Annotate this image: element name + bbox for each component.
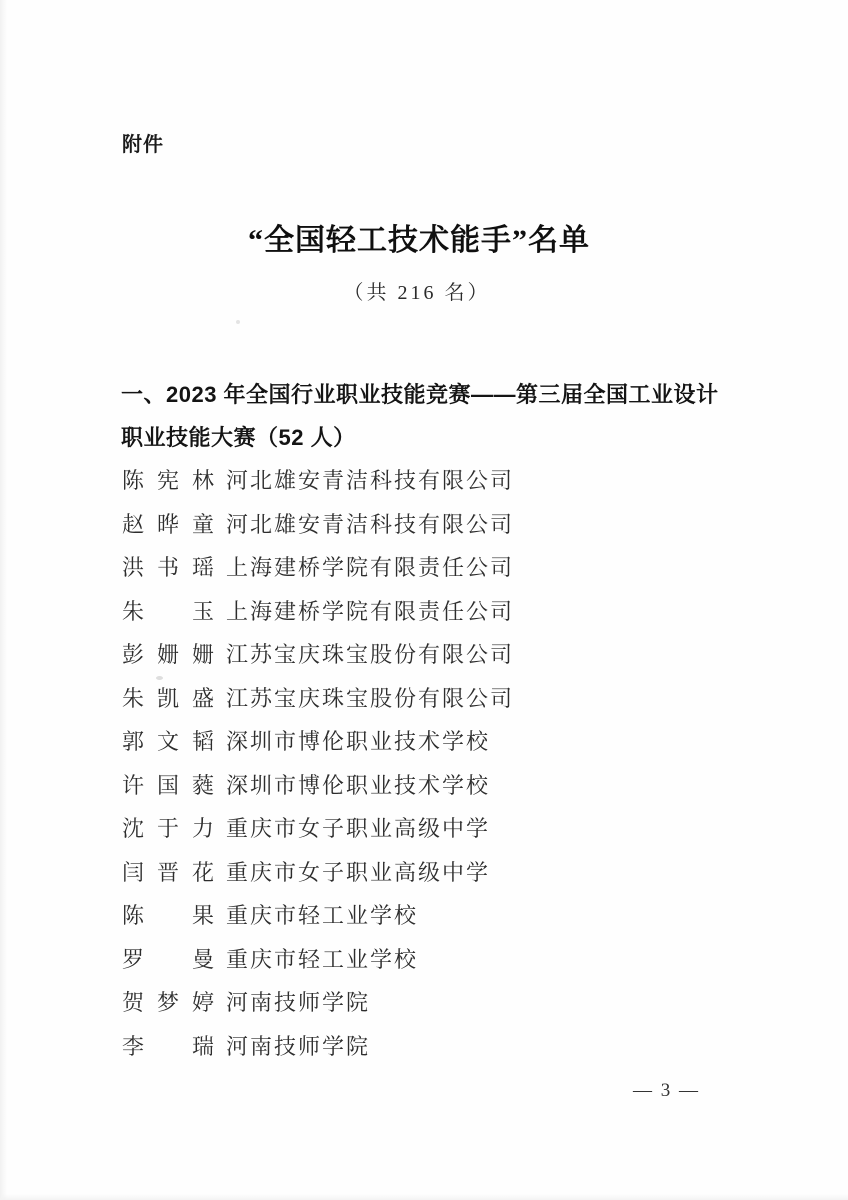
person-name: 陈宪林 <box>122 468 214 493</box>
list-item <box>122 894 742 938</box>
person-name: 朱玉 <box>122 598 214 624</box>
organization-name: 河南技师学院 <box>226 990 371 1015</box>
scan-edge-bottom <box>0 1194 848 1200</box>
list-item <box>122 503 742 547</box>
person-name: 陈果 <box>122 903 214 928</box>
list-item <box>122 1025 742 1069</box>
list-item <box>122 677 742 721</box>
attachment-label: 附件 <box>122 134 164 156</box>
organization-name: 河南技师学院 <box>226 1033 371 1059</box>
person-name: 许国蕤 <box>122 772 214 798</box>
person-name: 彭姗姗 <box>122 642 214 667</box>
list-item <box>122 764 742 808</box>
list-item <box>122 459 742 503</box>
document-title: “全国轻工技术能手”名单 <box>248 224 590 257</box>
list-item <box>122 807 742 851</box>
person-name: 贺梦婷 <box>122 990 214 1015</box>
page-number: — 3 — <box>633 1080 700 1101</box>
organization-name: 重庆市轻工业学校 <box>226 903 419 928</box>
person-name: 闫晋花 <box>122 859 214 885</box>
list-item <box>122 938 742 982</box>
document-subtitle: （共 216 名） <box>343 282 491 304</box>
organization-name: 重庆市轻工业学校 <box>226 946 419 972</box>
scan-speck <box>236 320 240 324</box>
list-item <box>122 981 742 1025</box>
organization-name: 江苏宝庆珠宝股份有限公司 <box>226 685 515 711</box>
person-name: 李瑞 <box>122 1033 214 1059</box>
list-item <box>122 633 742 677</box>
person-name: 郭文韬 <box>122 729 214 754</box>
organization-name: 深圳市博伦职业技术学校 <box>226 729 491 754</box>
section-heading-line1: 一、2023 年全国行业职业技能竞赛——第三届全国工业设计 <box>121 382 719 407</box>
organization-name: 重庆市女子职业高级中学 <box>226 859 491 885</box>
list-item <box>122 590 742 634</box>
organization-name: 上海建桥学院有限责任公司 <box>226 598 515 624</box>
list-item <box>122 851 742 895</box>
person-name: 罗曼 <box>122 946 214 972</box>
person-name: 洪书瑶 <box>122 555 214 580</box>
list-item <box>122 546 742 590</box>
organization-name: 河北雄安青洁科技有限公司 <box>226 468 515 493</box>
person-name: 朱凯盛 <box>122 685 214 711</box>
section-heading <box>121 373 741 459</box>
scan-edge-left <box>0 0 7 1200</box>
organization-name: 上海建桥学院有限责任公司 <box>226 555 515 580</box>
list-item <box>122 720 742 764</box>
organization-name: 河北雄安青洁科技有限公司 <box>226 511 515 537</box>
person-name: 赵晔童 <box>122 511 214 537</box>
roster-list <box>122 459 742 1068</box>
organization-name: 重庆市女子职业高级中学 <box>226 816 491 841</box>
section-heading-line2: 职业技能大赛（52 人） <box>121 425 356 450</box>
organization-name: 深圳市博伦职业技术学校 <box>226 772 491 798</box>
person-name: 沈于力 <box>122 816 214 841</box>
organization-name: 江苏宝庆珠宝股份有限公司 <box>226 642 515 667</box>
